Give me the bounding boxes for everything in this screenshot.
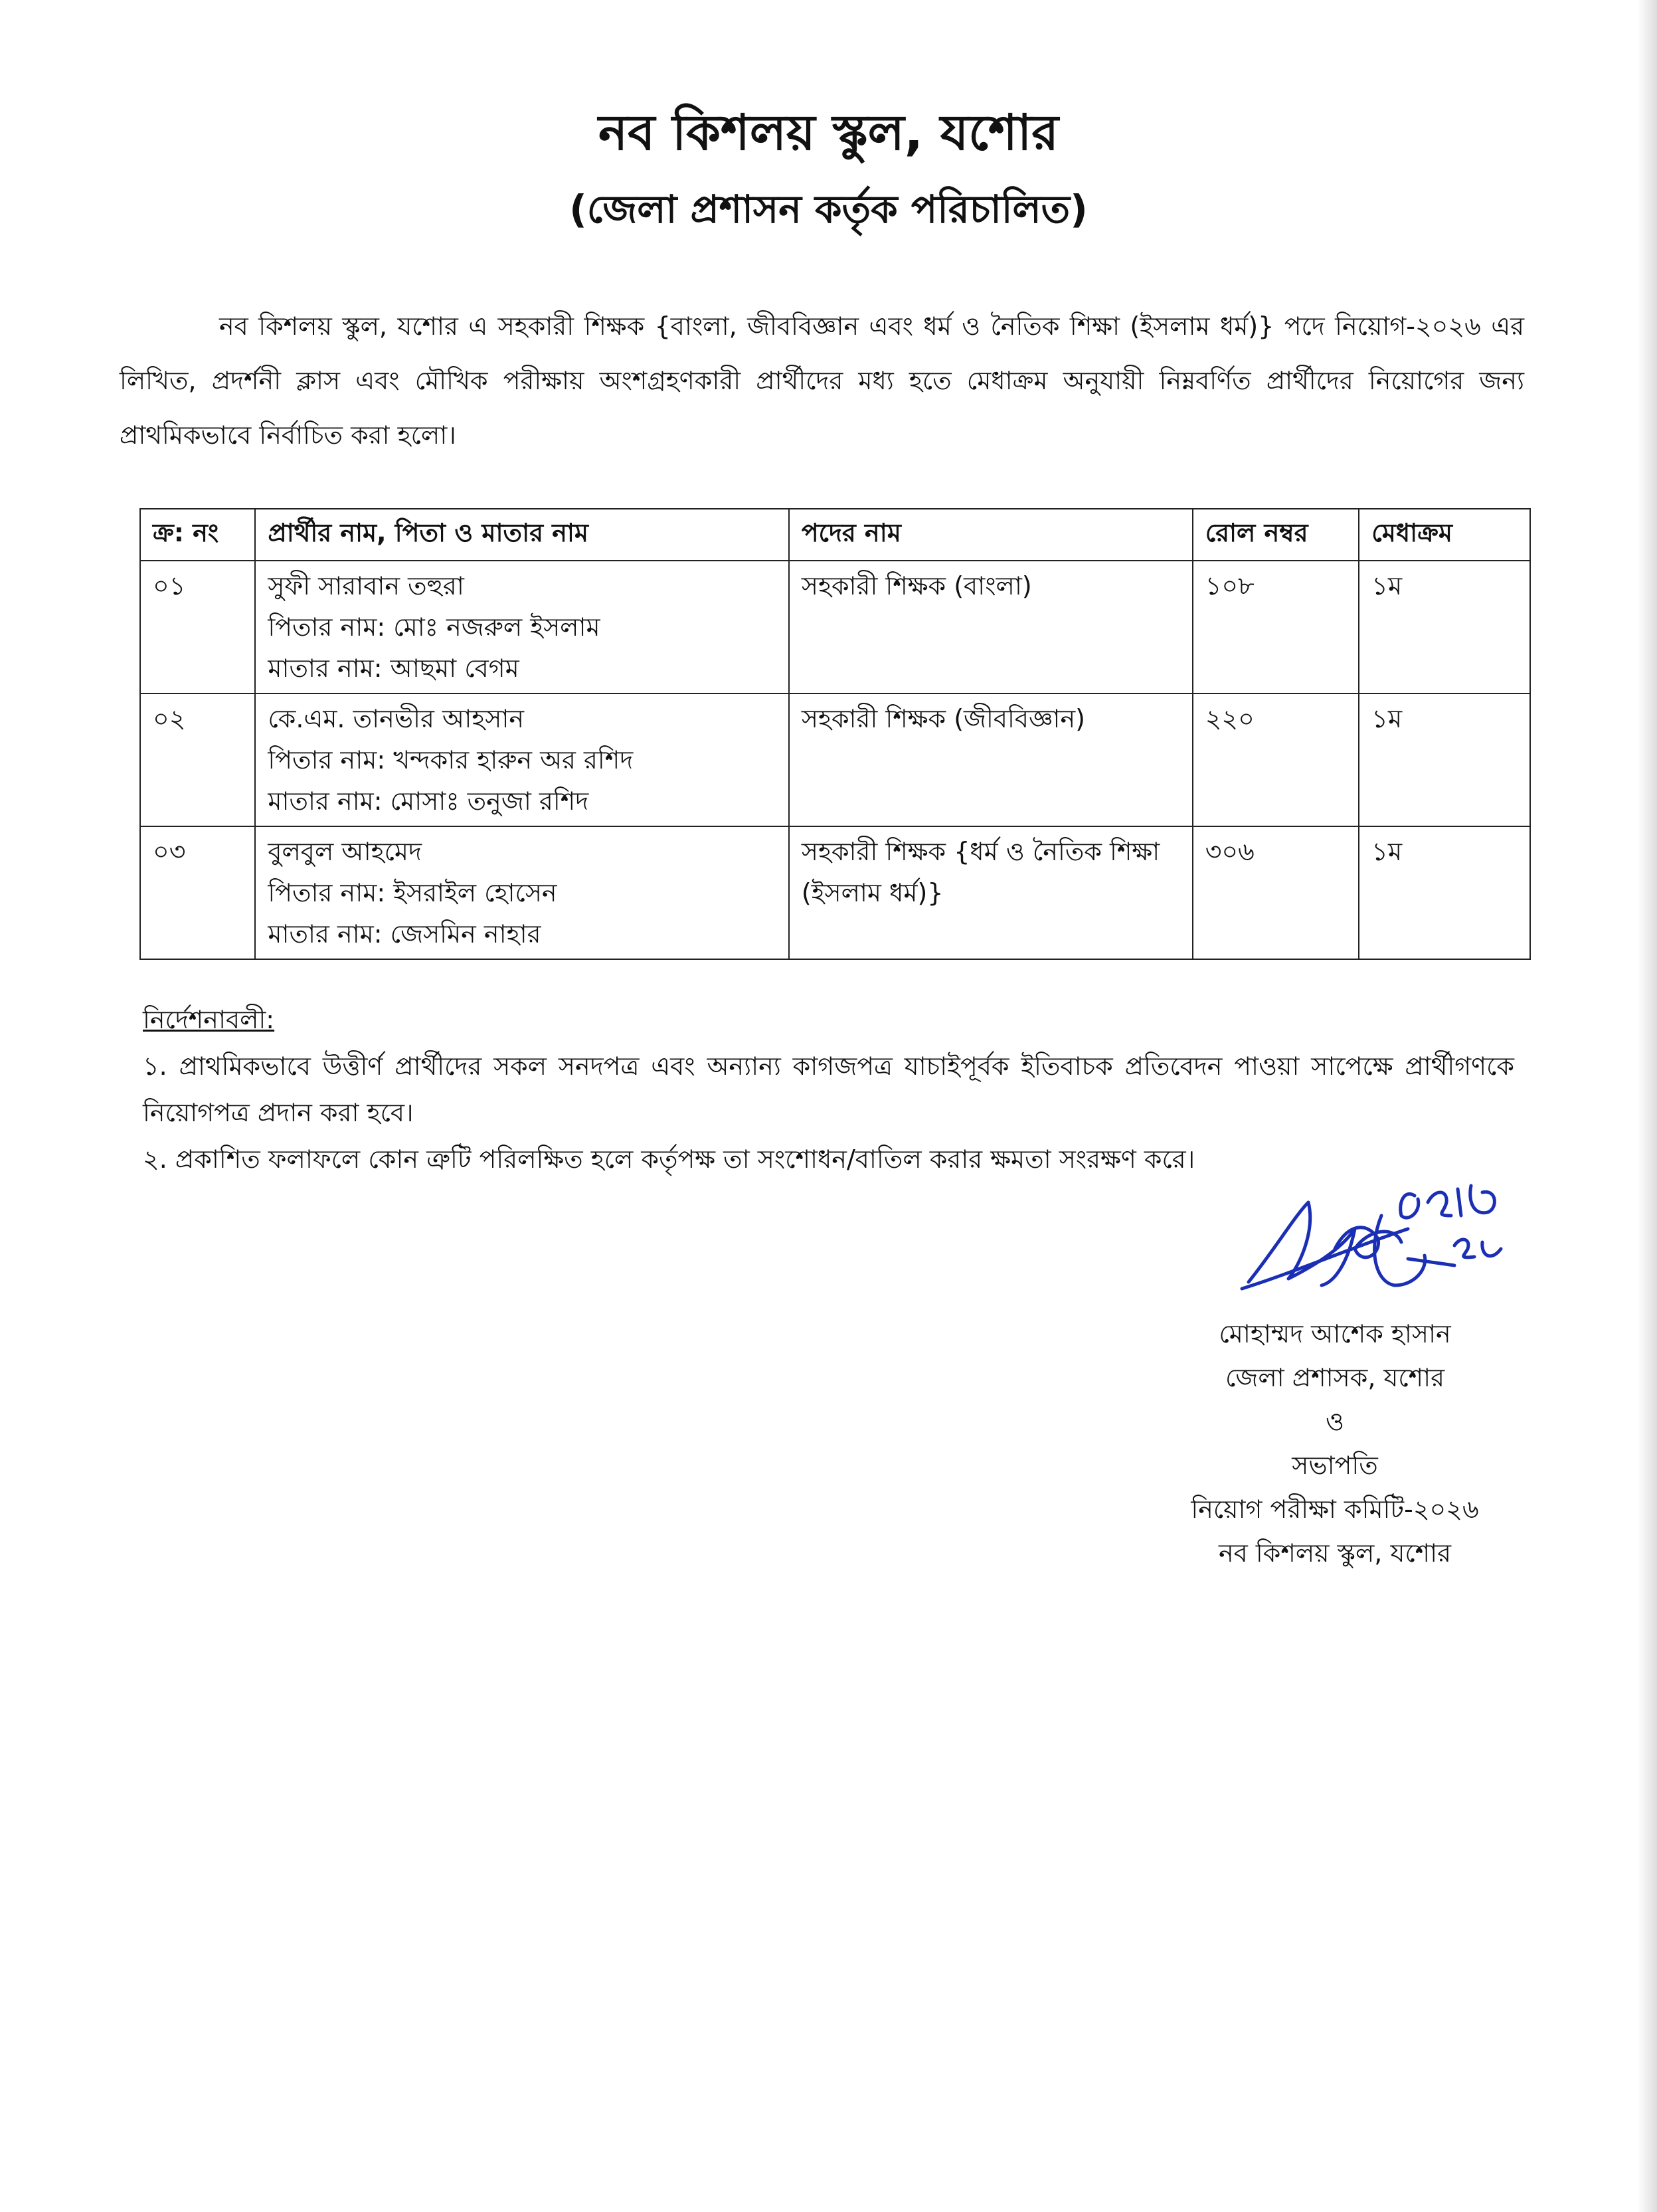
cell-candidate — [255, 561, 789, 693]
instruction-item: ২. প্রকাশিত ফলাফলে কোন ত্রুটি পরিলক্ষিত হলে কর্তৃপক্ষ তা সংশোধন/বাতিল করার ক্ষমতা সংরক্ষণ করে। — [143, 1145, 1195, 1174]
handwritten-signature — [1235, 1149, 1514, 1302]
cell-serial: ০১ — [140, 561, 255, 693]
father-name: পিতার নাম: খন্দকার হারুন অর রশিদ — [268, 745, 634, 775]
instruction-item: ১. প্রাথমিকভাবে উত্তীর্ণ প্রার্থীদের সকল সনদপত্র এবং অন্যান্য কাগজপত্র যাচাইপূর্বক ইতিবাচক প্রতিবেদন পাওয়া সাপেক্ষে প্রার্থীগণকে নিয়োগপত্র প্রদান করা হবে। — [143, 1052, 1514, 1127]
cell-candidate — [255, 826, 789, 959]
cell-serial: ০২ — [140, 693, 255, 826]
mother-name: মাতার নাম: জেসমিন নাহার — [268, 919, 541, 949]
signatory-conjunction: ও — [1326, 1407, 1344, 1436]
scan-edge-shadow — [1637, 0, 1657, 2212]
cell-candidate — [255, 693, 789, 826]
father-name: পিতার নাম: মোঃ নজরুল ইসলাম — [268, 612, 600, 642]
header-roll: রোল নম্বর — [1193, 509, 1359, 561]
father-name: পিতার নাম: ইসরাইল হোসেন — [268, 878, 557, 907]
table-row — [140, 826, 1530, 959]
cell-merit: ১ম — [1359, 826, 1530, 959]
cell-merit: ১ম — [1359, 693, 1530, 826]
table-row — [140, 693, 1530, 826]
cell-post: সহকারী শিক্ষক (জীববিজ্ঞান) — [789, 693, 1193, 826]
table-row — [140, 561, 1530, 693]
signatory-committee: নিয়োগ পরীক্ষা কমিটি-২০২৬ — [1191, 1495, 1479, 1524]
cell-roll: ২২০ — [1193, 693, 1359, 826]
cell-post: সহকারী শিক্ষক (বাংলা) — [789, 561, 1193, 693]
intro-paragraph: নব কিশলয় স্কুল, যশোর এ সহকারী শিক্ষক {বাংলা, জীববিজ্ঞান এবং ধর্ম ও নৈতিক শিক্ষা (ইসলাম ধর্ম)} পদে নিয়োগ-২০২৬ এর লিখিত, প্রদর্শনী ক্লাস এবং মৌখিক পরীক্ষায় অংশগ্রহণকারী প্রার্থীদের মধ্য হতে মেধাক্রম অনুযায়ী নিম্নবর্ণিত প্রার্থীদের নিয়োগের জন্য প্রাথমিকভাবে নির্বাচিত করা হলো। — [120, 312, 1524, 450]
signatory-designation: জেলা প্রশাসক, যশোর — [1225, 1363, 1445, 1392]
cell-serial: ০৩ — [140, 826, 255, 959]
header-post: পদের নাম — [789, 509, 1193, 561]
mother-name: মাতার নাম: মোসাঃ তনুজা রশিদ — [268, 786, 589, 816]
cell-merit: ১ম — [1359, 561, 1530, 693]
candidate-name: সুফী সারাবান তহুরা — [268, 571, 464, 600]
page-title: নব কিশলয় স্কুল, যশোর — [598, 104, 1059, 161]
header-serial: ক্র: নং — [140, 509, 255, 561]
mother-name: মাতার নাম: আছমা বেগম — [268, 654, 519, 683]
cell-roll: ৩০৬ — [1193, 826, 1359, 959]
page-subtitle: (জেলা প্রশাসন কর্তৃক পরিচালিত) — [569, 187, 1088, 232]
header-candidate-name: প্রার্থীর নাম, পিতা ও মাতার নাম — [255, 509, 789, 561]
header-merit: মেধাক্রম — [1359, 509, 1530, 561]
candidate-name: বুলবুল আহমেদ — [268, 837, 422, 866]
candidate-name: কে.এম. তানভীর আহসান — [268, 704, 525, 733]
cell-post: সহকারী শিক্ষক {ধর্ম ও নৈতিক শিক্ষা (ইসলাম ধর্ম)} — [789, 826, 1193, 959]
signatory-role: সভাপতি — [1292, 1451, 1378, 1480]
instructions-heading: নির্দেশনাবলী: — [143, 1005, 275, 1034]
results-table — [139, 508, 1531, 960]
signatory-institution: নব কিশলয় স্কুল, যশোর — [1218, 1538, 1452, 1568]
signatory-name: মোহাম্মদ আশেক হাসান — [1219, 1319, 1451, 1348]
table-header-row — [140, 509, 1530, 561]
signatory-block — [1096, 1312, 1574, 1575]
cell-roll: ১০৮ — [1193, 561, 1359, 693]
